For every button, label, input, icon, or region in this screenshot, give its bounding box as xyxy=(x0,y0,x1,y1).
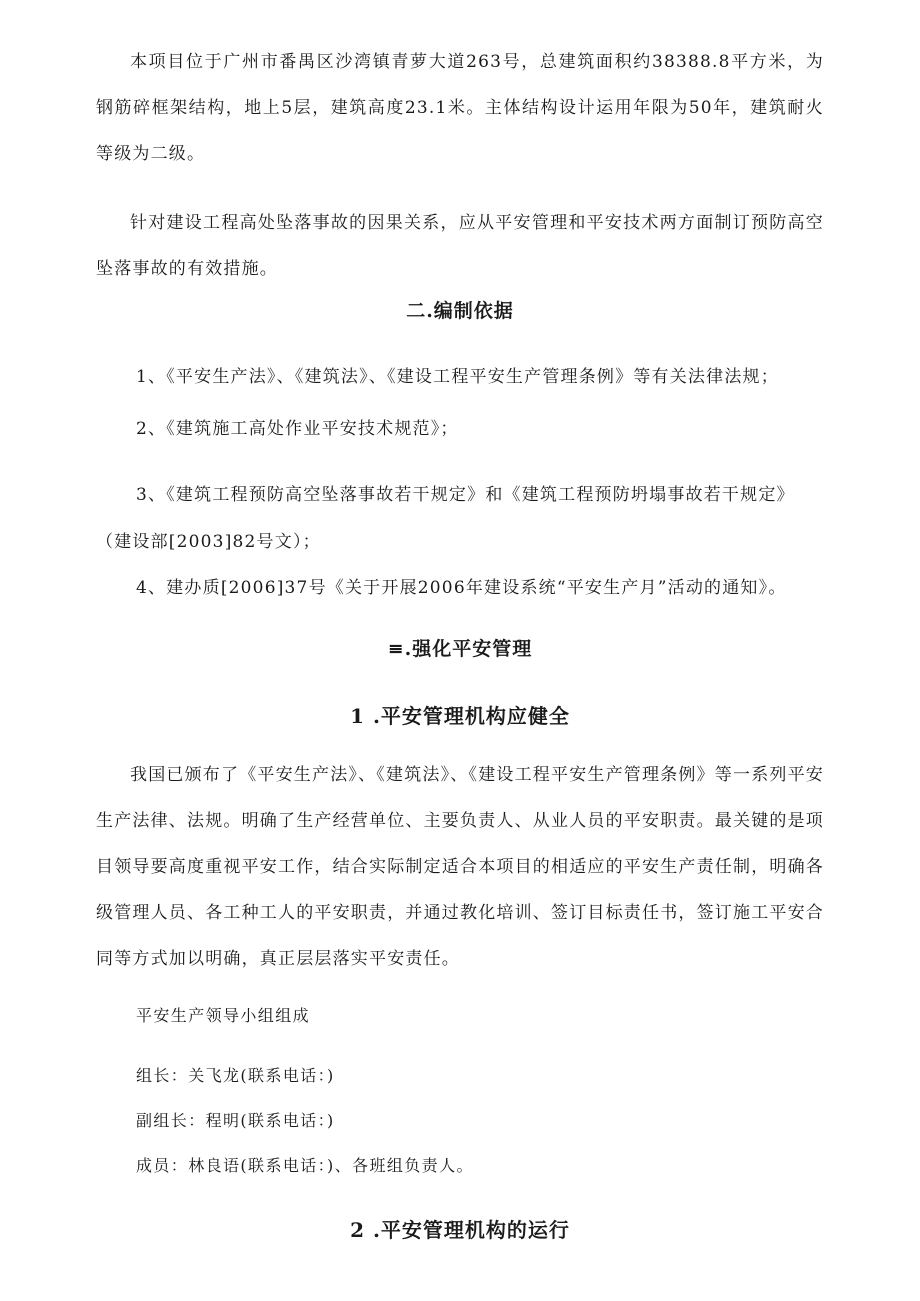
subsection-2-heading: 2 .平安管理机构的运行 xyxy=(350,1218,570,1242)
intro-paragraph-2: 针对建设工程高处坠落事故的因果关系，应从平安管理和平安技术两方面制订预防高空坠落事故的有效措施。 xyxy=(96,213,824,279)
group-deputy-leader: 副组长：程明(联系电话：) xyxy=(136,1111,335,1130)
basis-item-3-continuation: （建设部[2003]82号文）； xyxy=(96,532,321,552)
subsection-1-heading: 1 .平安管理机构应健全 xyxy=(350,704,570,728)
group-leader: 组长：关飞龙(联系电话：) xyxy=(136,1066,335,1085)
basis-item-1: 1、《平安生产法》、《建筑法》、《建设工程平安生产管理条例》等有关法律法规； xyxy=(136,367,779,387)
section-3-heading: ≡.强化平安管理 xyxy=(387,638,533,660)
section-2-heading: 二.编制依据 xyxy=(406,300,514,322)
subsection-1-paragraph: 我国已颁布了《平安生产法》、《建筑法》、《建设工程平安生产管理条例》等一系列平安生产法律、法规。明确了生产经营单位、主要负责人、从业人员的平安职责。最关键的是项目领导要高度重视平安工作，结合实际制定适合本项目的相适应的平安生产责任制，明确各级管理人员、各工种工人的平安职责，并通过教化培训、签订目标责任书，签订施工平安合同等方式加以明确，真正层层落实平安责任。 xyxy=(96,765,824,969)
basis-item-2: 2、《建筑施工高处作业平安技术规范》； xyxy=(136,419,459,439)
intro-paragraph-1: 本项目位于广州市番禺区沙湾镇青萝大道263号，总建筑面积约38388.8平方米，为钢筋碎框架结构，地上5层，建筑高度23.1米。主体结构设计运用年限为50年，建筑耐火等级为二级。 xyxy=(96,52,824,164)
group-title: 平安生产领导小组组成 xyxy=(136,1006,311,1025)
basis-item-4: 4、建办质[2006]37号《关于开展2006年建设系统“平安生产月”活动的通知》。 xyxy=(136,578,787,598)
group-members: 成员：林良语(联系电话：)、各班组负责人。 xyxy=(136,1156,474,1175)
basis-item-3: 3、《建筑工程预防高空坠落事故若干规定》和《建筑工程预防坍塌事故若干规定》 xyxy=(136,485,795,505)
